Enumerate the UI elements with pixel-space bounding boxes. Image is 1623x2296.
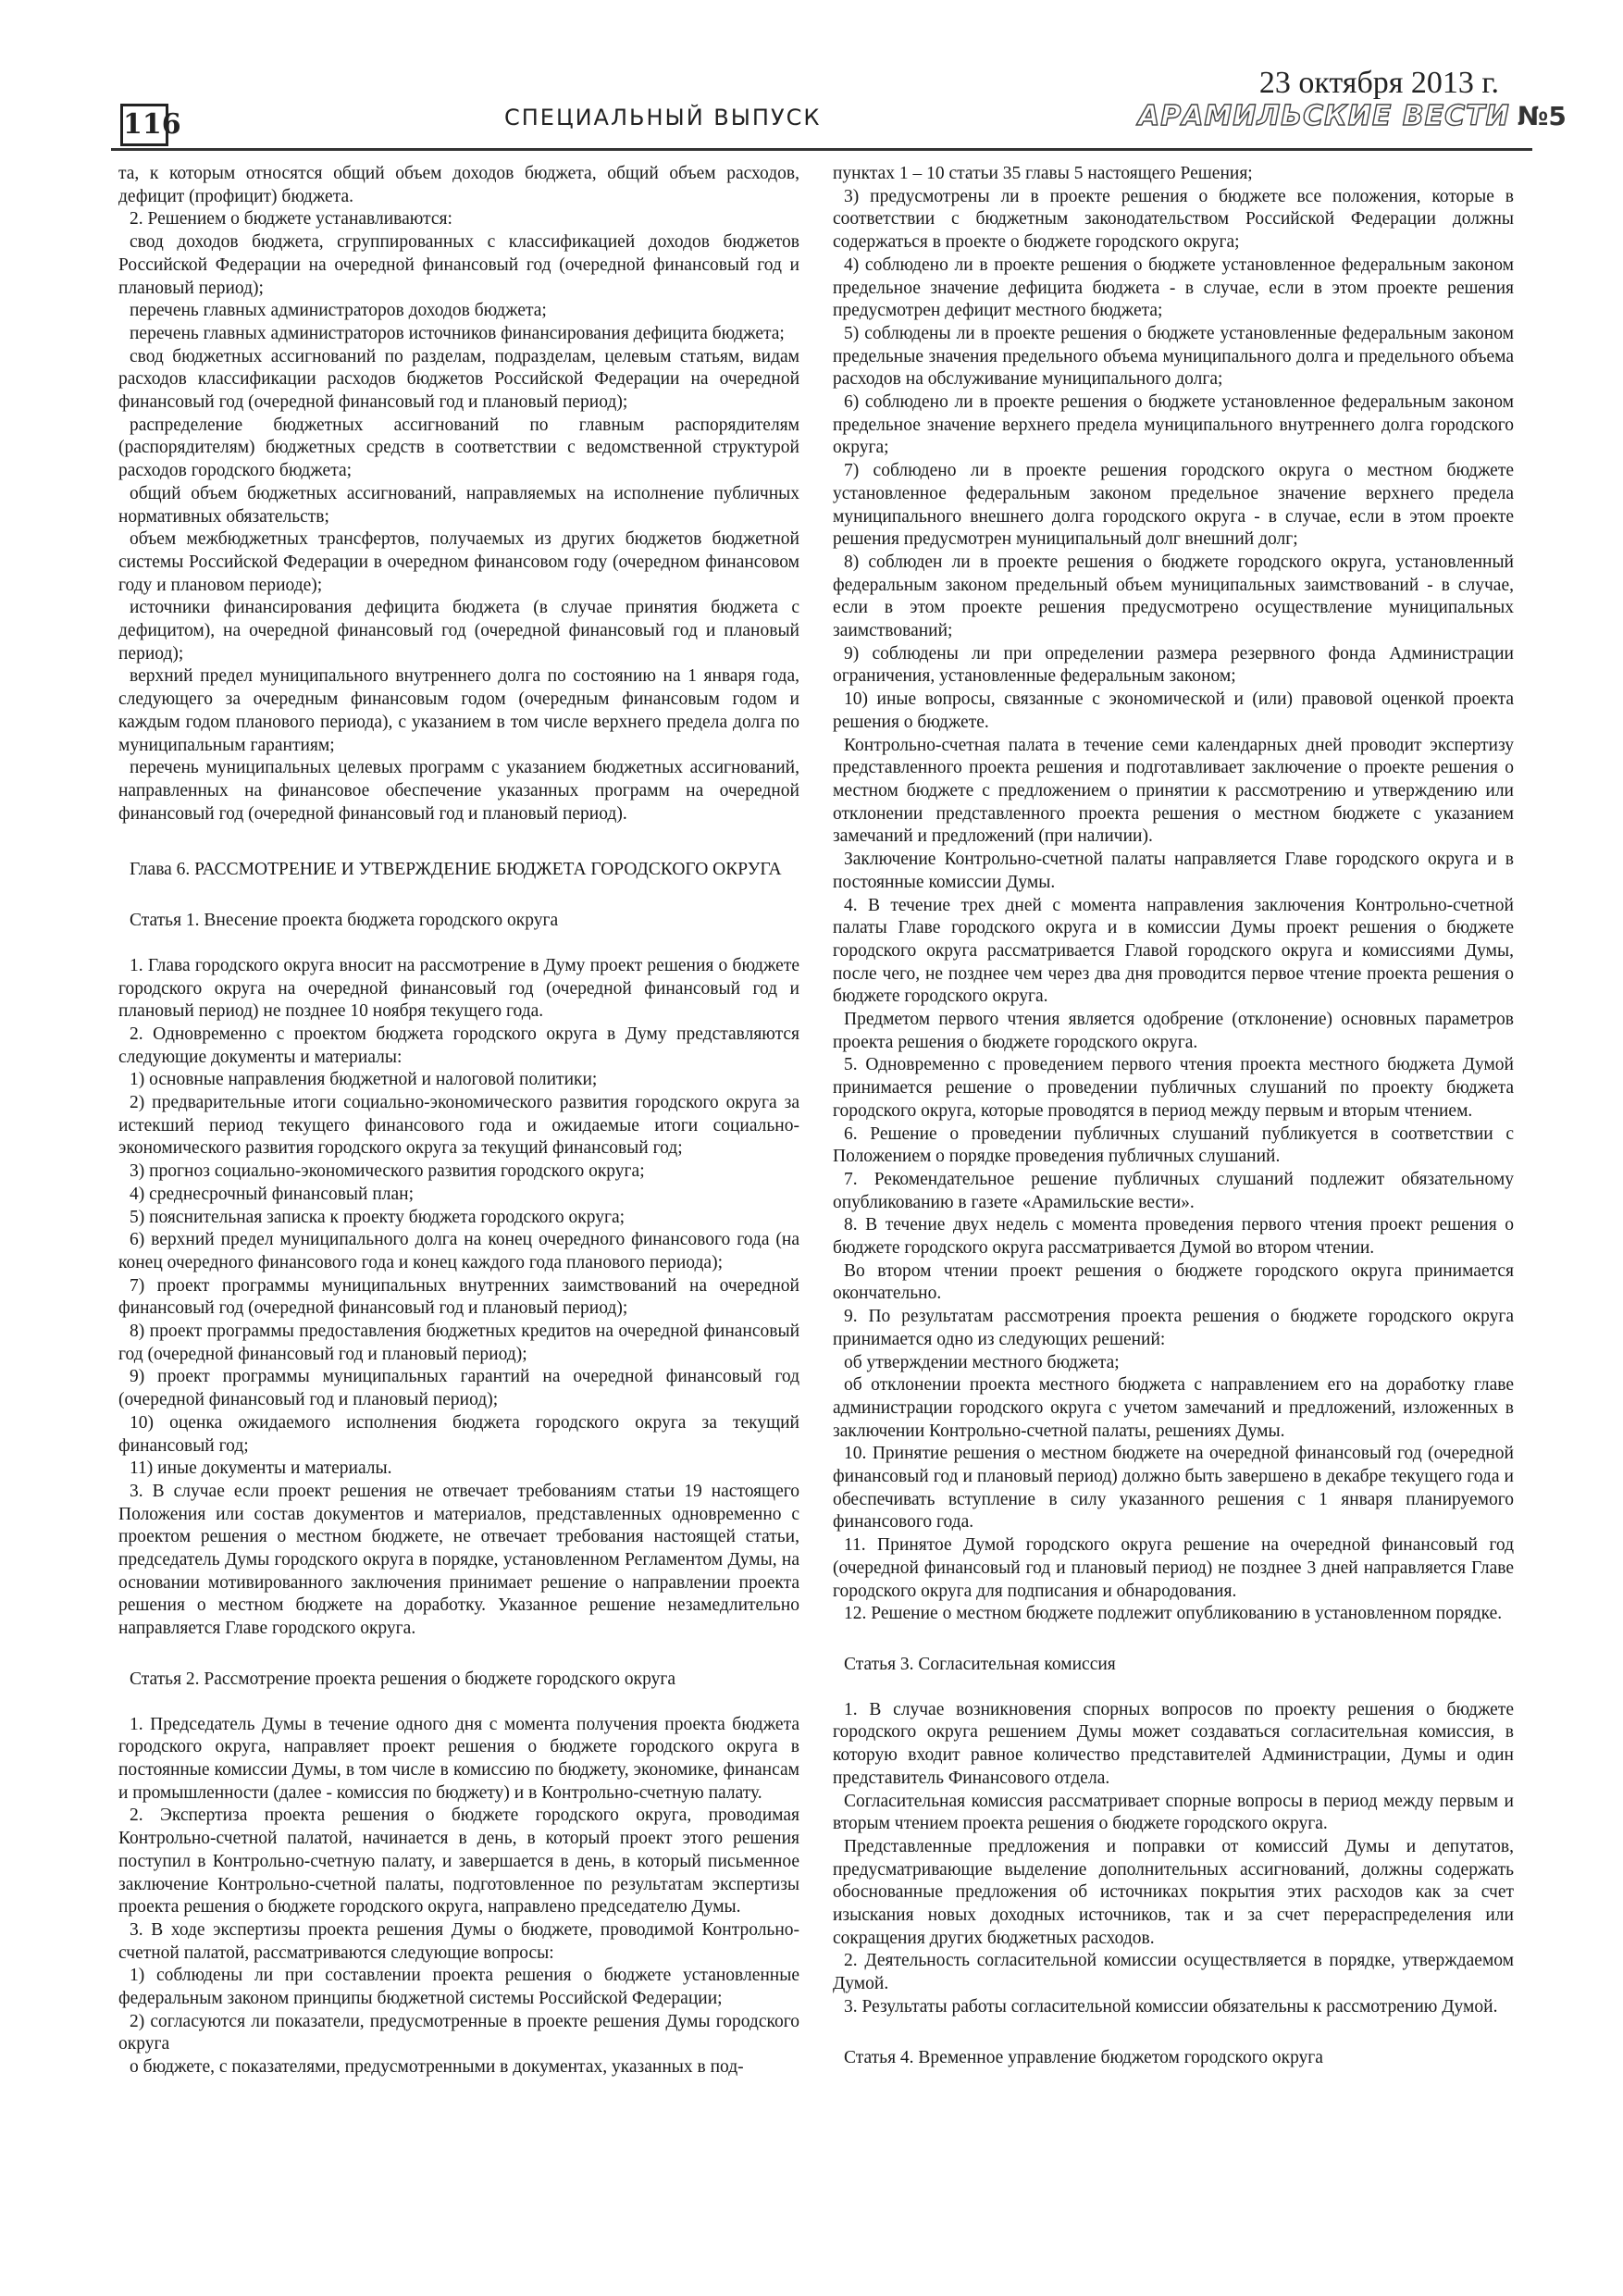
paragraph: 1) основные направления бюджетной и налоговой политики; [130, 1070, 598, 1090]
paragraph: об отклонении проекта местного бюджета с направлением его на доработку главе администрации городского округа с учетом замечаний и предложений, изложенных в заключении Контрольно-счетной палаты, решениях Думы. [833, 1375, 1514, 1441]
paragraph: 5. Одновременно с проведением первого чтения проекта местного бюджета Думой принимается решение о проведении публичных слушаний по проекту бюджета городского округа, которые проводятся в период между первым и вторым чтением. [833, 1055, 1514, 1121]
paragraph: распределение бюджетных ассигнований по главным распорядителям (распорядителям) бюджетных средств в соответствии с ведомственной структурой расходов городского бюджета; [118, 415, 799, 481]
paragraph: перечень главных администраторов источников финансирования дефицита бюджета; [130, 323, 785, 343]
paragraph: Согласительная комиссия рассматривает спорные вопросы в период между первым и вторым чтением проекта решения о бюджете городского округа. [833, 1791, 1514, 1834]
paragraph: 1. Председатель Думы в течение одного дня с момента получения проекта бюджета городского округа, направляет проект решения о бюджете городского округа в постоянные комиссии Думы, в том числе в комиссию по бюджету, экономике, финансам и промышленности (далее - комиссия по бюджету) и в Контрольно-счетную палату. [118, 1714, 799, 1803]
paragraph: общий объем бюджетных ассигнований, направляемых на исполнение публичных нормативных обязательств; [118, 483, 799, 527]
paragraph: 8. В течение двух недель с момента проведения первого чтения проект решения о бюджете городского округа рассматривается Думой во втором чтении. [833, 1215, 1514, 1259]
paragraph: 6) верхний предел муниципального долга на конец очередного финансового года (на конец очередного финансового года и конец каждого года планового периода); [118, 1230, 799, 1272]
paragraph: 7) проект программы муниципальных внутренних заимствований на очередной финансовый год (очередной финансовый год и плановый период); [118, 1275, 799, 1319]
masthead [1138, 98, 1567, 135]
article-heading: Статья 4. Временное управление бюджетом городского округа [844, 2047, 1323, 2067]
issue-number: №5 [1517, 101, 1567, 131]
paragraph: об утверждении местного бюджета; [844, 1352, 1120, 1372]
paragraph: 2. Решением о бюджете устанавливаются: [130, 209, 452, 230]
paragraph: 7. Рекомендательное решение публичных слушаний подлежит обязательному опубликованию в газете «Арамильские вести». [833, 1169, 1514, 1212]
paragraph: 11) иные документы и материалы. [130, 1458, 392, 1479]
paragraph: 3) предусмотрены ли в проекте решения о бюджете все положения, которые в соответствии с бюджетным законодательством Российской Федерации должны содержаться в проекте о бюджете городского округа; [833, 186, 1514, 253]
paragraph: пунктах 1 – 10 статьи 35 главы 5 настоящего Решения; [833, 164, 1253, 183]
paragraph: 1. В случае возникновения спорных вопросов по проекту решения о бюджете городского округа решением Думы может создаваться согласительная комиссия, в которую входит равное количество представителей Администрации, Думы и один представитель Финансового отдела. [833, 1699, 1514, 1788]
paragraph: 3. В ходе экспертизы проекта решения Думы о бюджете, проводимой Контрольно-счетной палатой, рассматриваются следующие вопросы: [118, 1919, 799, 1963]
paragraph: 3. В случае если проект решения не отвечает требованиям статьи 19 настоящего Положения или состав документов и материалов, представленных одновременно с проектом решения о местном бюджете, не отвечает требования настоящей статьи, председатель Думы городского округа в порядке, установленном Регламентом Думы, на основании мотивированного заключения принимает решение о направлении проекта решения о местном бюджете на доработку. Указанное решение незамедлительно направляется Главе городского округа. [118, 1481, 799, 1639]
paragraph: 7) соблюдено ли в проекте решения городского округа о местном бюджете установленное федеральным законом предельное значение верхнего предела муниципального внешнего долга городского округа - в случае, если в этом проекте решения предусмотрен муниципальный долг внешний долг; [833, 461, 1514, 550]
paragraph: верхний предел муниципального внутреннего долга по состоянию на 1 января года, следующего за очередным финансовым годом (очередным финансовым годом и каждым годом планового периода), с указанием в том числе верхнего предела долга по муниципальным гарантиям; [118, 666, 799, 755]
paragraph: 2) предварительные итоги социально-экономического развития городского округа за истекший период текущего финансового года и ожидаемые итоги социально-экономического развития городского округа за текущий финансовый год; [118, 1093, 799, 1159]
paragraph: свод доходов бюджета, сгруппированных с классификацией доходов бюджетов Российской Федерации на очередной финансовый год (очередной финансовый год и плановый период); [118, 232, 799, 298]
paragraph: источники финансирования дефицита бюджета (в случае принятия бюджета с дефицитом), на очередной финансовый год (очередной финансовый год и плановый период); [118, 598, 799, 664]
paragraph: та, к которым относятся общий объем доходов бюджета, общий объем расходов, дефицит (профицит) бюджета. [118, 164, 799, 206]
left-column [118, 163, 799, 2079]
paragraph: 5) соблюдены ли в проекте решения о бюджете установленные федеральным законом предельные значения предельного объема муниципального долга и предельного объема расходов на обслуживание муниципального долга; [833, 323, 1514, 390]
newspaper-name: АРАМИЛЬСКИЕ ВЕСТИ [1138, 100, 1510, 132]
paragraph: Контрольно-счетная палата в течение семи календарных дней проводит экспертизу представленного проекта решения и подготавливает заключение о проекте решения о местном бюджете с предложением о принятии к рассмотрению и утверждению или отклонении представленного проекта решения о местном бюджете с указанием замечаний и предложений (при наличии). [833, 735, 1514, 847]
paragraph: 8) соблюден ли в проекте решения о бюджете городского округа, установленный федеральным законом предельный объем муниципальных заимствований - в случае, если в этом проекте решения предусмотрено осуществление муниципальных заимствований; [833, 552, 1514, 641]
paragraph: 6. Решение о проведении публичных слушаний публикуется в соответствии с Положением о порядке проведения публичных слушаний. [833, 1123, 1514, 1167]
paragraph: 3. Результаты работы согласительной комиссии обязательны к рассмотрению Думой. [844, 1996, 1498, 2017]
paragraph: 9) проект программы муниципальных гарантий на очередной финансовый год (очередной финансовый год и плановый период); [118, 1367, 799, 1410]
paragraph: 1. Глава городского округа вносит на рассмотрение в Думу проект решения о бюджете городского округа на очередной финансовый год (очередной финансовый год и плановый период) не позднее 10 ноября текущего года. [118, 955, 799, 1022]
paragraph: 12. Решение о местном бюджете подлежит опубликованию в установленном порядке. [844, 1604, 1503, 1624]
right-column [833, 163, 1514, 2091]
paragraph: о бюджете, с показателями, предусмотренными в документах, указанных в под- [130, 2057, 744, 2078]
paragraph: 10) иные вопросы, связанные с экономической и (или) правовой оценкой проекта решения о бюджете. [833, 689, 1514, 732]
paragraph: 5) пояснительная записка к проекту бюджета городского округа; [130, 1207, 626, 1227]
paragraph: 8) проект программы предоставления бюджетных кредитов на очередной финансовый год (очередной финансовый год и плановый период); [118, 1322, 799, 1364]
paragraph: перечень муниципальных целевых программ с указанием бюджетных ассигнований, направленных на финансовое обеспечение указанных программ на очередной финансовый год (очередной финансовый год и плановый период). [118, 758, 799, 824]
page-number: 116 [120, 104, 168, 146]
article-heading: Статья 2. Рассмотрение проекта решения о бюджете городского округа [130, 1669, 675, 1689]
paragraph: 9. По результатам рассмотрения проекта решения о бюджете городского округа принимается одно из следующих решений: [833, 1307, 1514, 1349]
issue-date: 23 октября 2013 г. [1258, 66, 1499, 100]
paragraph: 1) соблюдены ли при составлении проекта решения о бюджете установленные федеральным законом принципы бюджетной системы Российской Федерации; [118, 1966, 799, 2009]
paragraph: Представленные предложения и поправки от комиссий Думы и депутатов, предусматривающие выделение дополнительных ассигнований, должны содержать обоснованные предложения об источниках покрытия этих расходов как за счет изыскания новых доходных источников, так и за счет перераспределения или сокращения других бюджетных расходов. [833, 1836, 1514, 1948]
paragraph: 9) соблюдены ли при определении размера резервного фонда Администрации ограничения, установленные федеральным законом; [833, 643, 1514, 687]
paragraph: 2. Деятельность согласительной комиссии осуществляется в порядке, утверждаемом Думой. [833, 1951, 1514, 1994]
paragraph: 4. В течение трех дней с момента направления заключения Контрольно-счетной палаты Главе городского округа и в комиссии Думы проект решения о бюджете городского округа рассматривается Главой городского округа и комиссиями Думы, после чего, не позднее чем через два дня проводится первое чтение проекта решения о бюджете городского округа. [833, 895, 1514, 1007]
paragraph: 2. Одновременно с проектом бюджета городского округа в Думу представляются следующие документы и материалы: [118, 1024, 799, 1067]
paragraph: объем межбюджетных трансфертов, получаемых из других бюджетов бюджетной системы Российской Федерации в очередном финансовом году (очередном финансовом году и плановом периоде); [118, 529, 799, 595]
paragraph: 4) соблюдено ли в проекте решения о бюджете установленное федеральным законом предельное значение дефицита бюджета - в случае, если в этом проекте решения предусмотрен дефицит местного бюджета; [833, 254, 1514, 321]
section-title: СПЕЦИАЛЬНЫЙ ВЫПУСК [504, 105, 822, 130]
paragraph: Заключение Контрольно-счетной палаты направляется Главе городского округа и в постоянные комиссии Думы. [833, 850, 1514, 892]
paragraph: Во втором чтении проект решения о бюджете городского округа принимается окончательно. [833, 1260, 1514, 1304]
paragraph: 4) среднесрочный финансовый план; [130, 1184, 415, 1204]
paragraph: 6) соблюдено ли в проекте решения о бюджете установленное федеральным законом предельное значение верхнего предела муниципального внутреннего долга городского округа; [833, 392, 1514, 458]
paragraph: Предметом первого чтения является одобрение (отклонение) основных параметров проекта решения о бюджете городского округа. [833, 1010, 1514, 1052]
paragraph: 2) согласуются ли показатели, предусмотренные в проекте решения Думы городского округа [118, 2011, 799, 2054]
article-heading: Статья 1. Внесение проекта бюджета городского округа [130, 911, 559, 931]
paragraph: 2. Экспертиза проекта решения о бюджете городского округа, проводимая Контрольно-счетной палатой, начинается в день, в который проект этого решения поступил в Контрольно-счетную палату, и завершается в день, в который письменное заключение Контрольно-счетной палаты, подготовленное по результатам экспертизы проекта решения о бюджете городского округа, направлено председателю Думы. [118, 1806, 799, 1917]
header-rule [111, 148, 1532, 151]
paragraph: перечень главных администраторов доходов бюджета; [130, 301, 547, 321]
paragraph: 11. Принятое Думой городского округа решение на очередной финансовый год (очередной финансовый год и плановый период) не позднее 3 дней направляется Главе городского округа для подписания и обнародования. [833, 1535, 1514, 1601]
article-heading: Статья 3. Согласительная комиссия [844, 1655, 1116, 1674]
paragraph: 3) прогноз социально-экономического развития городского округа; [130, 1161, 645, 1182]
chapter-heading: Глава 6. РАССМОТРЕНИЕ И УТВЕРЖДЕНИЕ БЮДЖЕТА ГОРОДСКОГО ОКРУГА [130, 860, 782, 880]
paragraph: 10) оценка ожидаемого исполнения бюджета городского округа за текущий финансовый год; [118, 1412, 799, 1456]
paragraph: 10. Принятие решения о местном бюджете на очередной финансовый год (очередной финансовый год и плановый период) должно быть завершено в декабре текущего года и обеспечивать вступление в силу указанного решения с 1 января планируемого финансового года. [833, 1444, 1514, 1533]
paragraph: свод бюджетных ассигнований по разделам, подразделам, целевым статьям, видам расходов классификации расходов бюджетов Российской Федерации на очередной финансовый год (очередной финансовый год и плановый период); [118, 346, 799, 413]
